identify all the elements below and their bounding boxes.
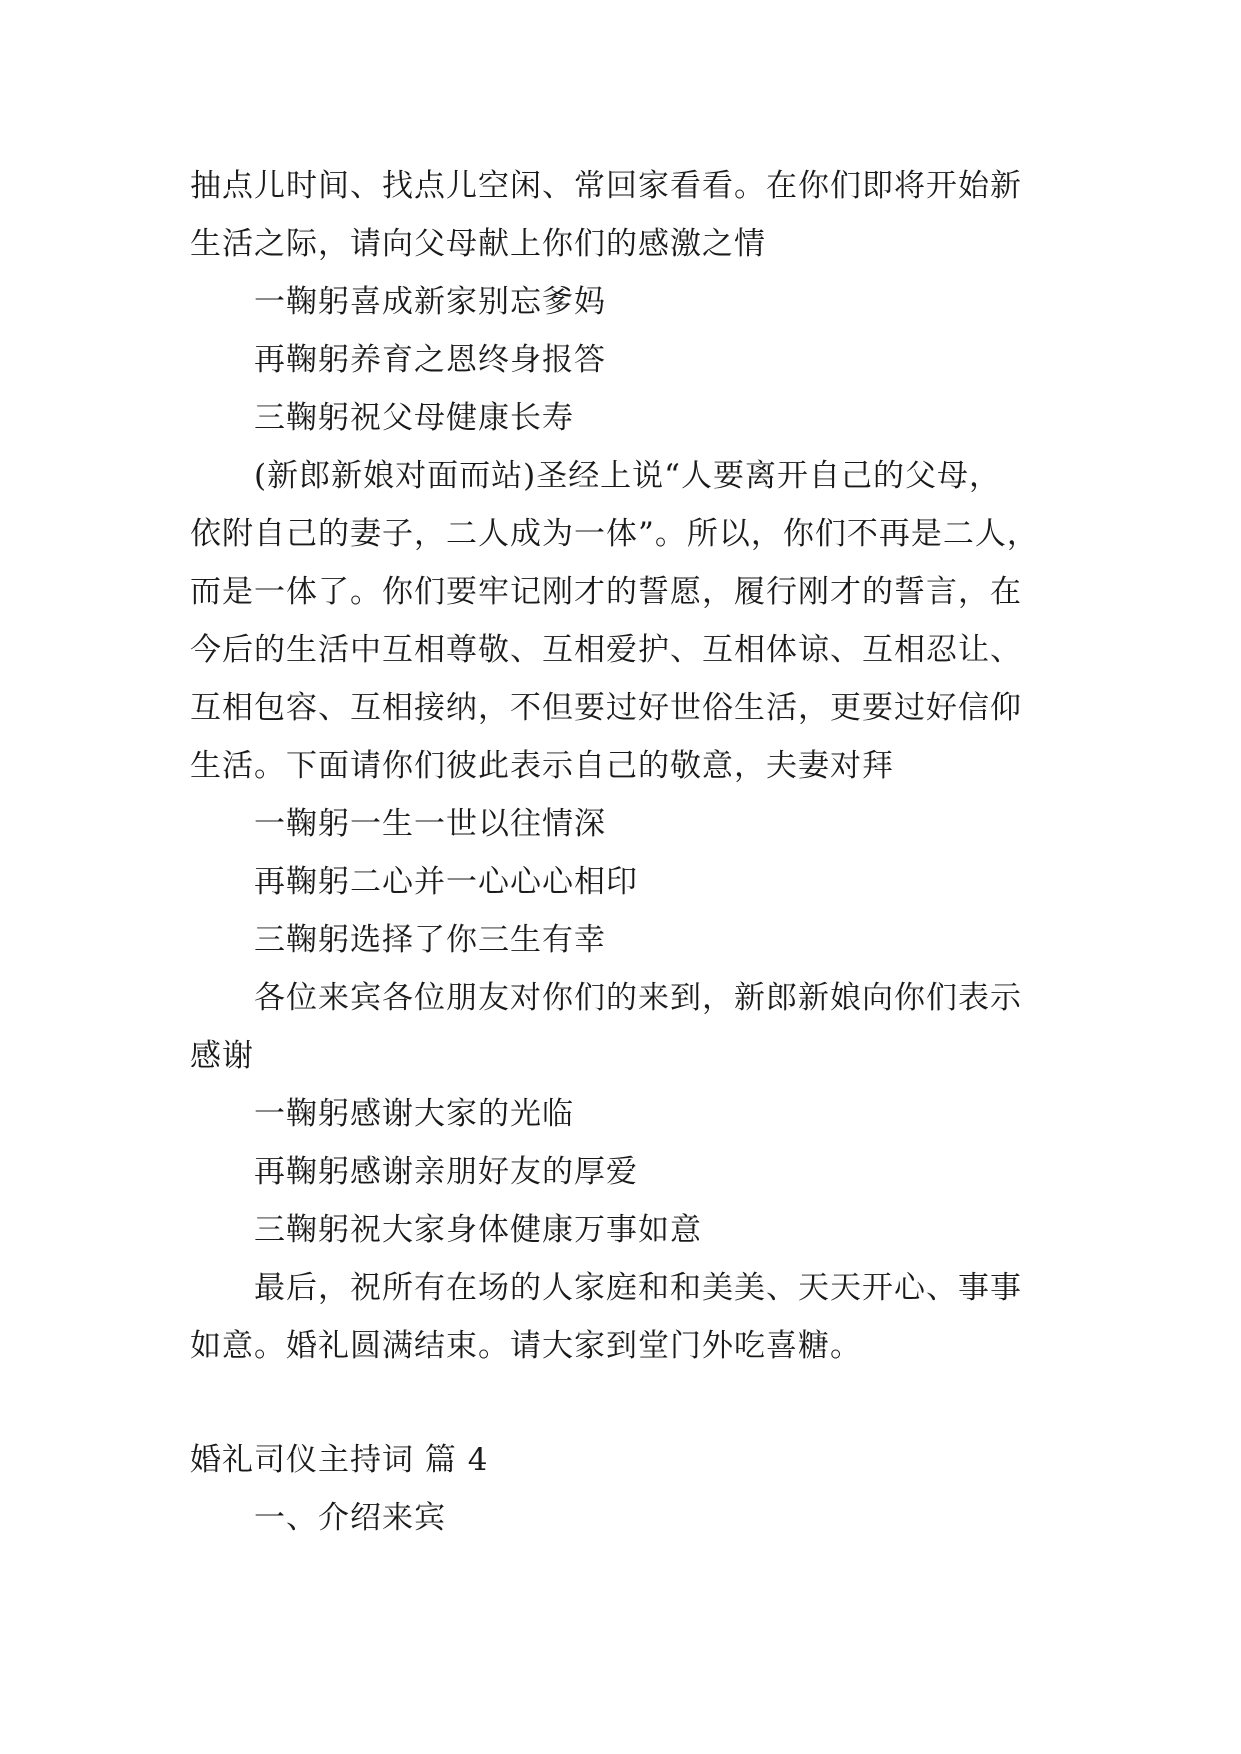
paragraph-line: 今后的生活中互相尊敬、互相爱护、互相体谅、互相忍让、 xyxy=(190,632,1022,668)
paragraph-line: 各位来宾各位朋友对你们的来到，新郎新娘向你们表示 xyxy=(254,980,1022,1016)
paragraph-line: 感谢 xyxy=(190,1038,254,1074)
paragraph-line: 依附自己的妻子，二人成为一体”。所以，你们不再是二人， xyxy=(190,516,1039,552)
paragraph-line: 三鞠躬选择了你三生有幸 xyxy=(254,922,606,958)
paragraph-line: (新郎新娘对面而站)圣经上说“人要离开自己的父母， xyxy=(254,458,1002,494)
paragraph-line: 三鞠躬祝父母健康长寿 xyxy=(254,400,574,436)
paragraph-line: 最后，祝所有在场的人家庭和和美美、天天开心、事事 xyxy=(254,1270,1022,1306)
section-heading: 婚礼司仪主持词 篇 4 xyxy=(190,1442,489,1478)
paragraph-line: 生活。下面请你们彼此表示自己的敬意，夫妻对拜 xyxy=(190,748,894,784)
paragraph-line: 一鞠躬喜成新家别忘爹妈 xyxy=(254,284,606,320)
paragraph-line: 再鞠躬二心并一心心心相印 xyxy=(254,864,638,900)
paragraph-line: 而是一体了。你们要牢记刚才的誓愿，履行刚才的誓言，在 xyxy=(190,574,1022,610)
paragraph-line: 再鞠躬感谢亲朋好友的厚爱 xyxy=(254,1154,638,1190)
paragraph-line: 抽点儿时间、找点儿空闲、常回家看看。在你们即将开始新 xyxy=(190,168,1022,204)
paragraph-line: 生活之际，请向父母献上你们的感激之情 xyxy=(190,226,766,262)
paragraph-line: 三鞠躬祝大家身体健康万事如意 xyxy=(254,1212,702,1248)
paragraph-line: 再鞠躬养育之恩终身报答 xyxy=(254,342,606,378)
paragraph-line: 如意。婚礼圆满结束。请大家到堂门外吃喜糖。 xyxy=(190,1328,862,1364)
paragraph-line: 互相包容、互相接纳，不但要过好世俗生活，更要过好信仰 xyxy=(190,690,1022,726)
paragraph-line: 一鞠躬一生一世以往情深 xyxy=(254,806,606,842)
paragraph-line: 一鞠躬感谢大家的光临 xyxy=(254,1096,574,1132)
paragraph-line: 一、介绍来宾 xyxy=(254,1500,446,1536)
